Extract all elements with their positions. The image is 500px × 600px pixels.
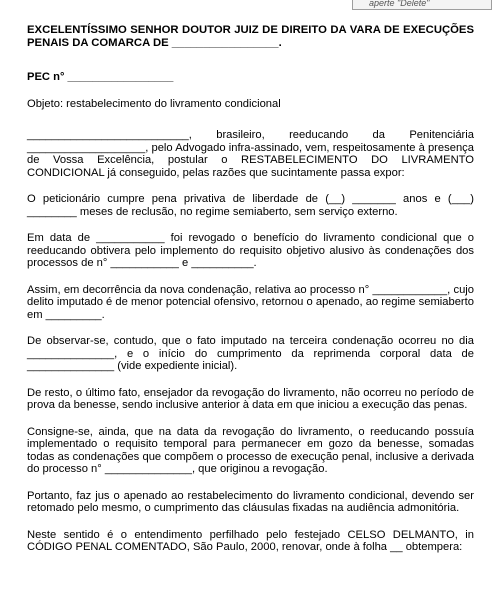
- document-title: EXCELENTÍSSIMO SENHOR DOUTOR JUIZ DE DIREITO DA VARA DE EXECUÇÕES PENAIS DA COMARCA DE _________________.: [27, 24, 474, 49]
- paragraph-observation: De observar-se, contudo, que o fato imputado na terceira condenação ocorreu no dia ______________, e o início do cumprimento da reprimenda corporal data de ______________ (vide expediente inicial).: [27, 335, 474, 372]
- paragraph-intro: __________________________, brasileiro, reeducando da Penitenciária ___________________, pelo Advogado infra-assinado, vem, respeitosamente à presença de Vossa Excelência, postular o RESTABELECIMENTO DO LIVRAMENTO CONDICIONAL já conseguido, pelas razões que sucintamente passa expor:: [27, 129, 474, 179]
- object-line: Objeto: restabelecimento do livramento condicional: [27, 97, 281, 110]
- petition-document: [27, 24, 474, 554]
- pec-number-line: PEC n° _________________: [27, 71, 174, 83]
- paragraph-consignment: Consigne-se, ainda, que na data da revogação do livramento, o reeducando possuía implementado o requisito temporal para permanecer em gozo da benesse, somadas todas as condenações que compõem o processo de execução penal, inclusive a derivada do processo n° ______________, que originou a revogação.: [27, 425, 474, 475]
- paragraph-new-conviction: Assim, em decorrência da nova condenação, relativa ao processo n° ____________, cujo delito imputado é de menor potencial ofensivo, retornou o apenado, ao regime semiaberto em _________.: [27, 283, 474, 321]
- paragraph-remainder: De resto, o último fato, ensejador da revogação do livramento, não ocorreu no período de prova da benesse, sendo inclusive anterior à data em que iniciou a execução das penas.: [27, 386, 474, 411]
- paragraph-citation: Neste sentido é o entendimento perfilhado pelo festejado CELSO DELMANTO, in CÓDIGO PENAL COMENTADO, São Paulo, 2000, renovar, onde à folha __ obtempera:: [27, 528, 474, 553]
- paragraph-revocation: Em data de ___________ foi revogado o benefício do livramento condicional que o reeducando obtivera pelo implemento do requisito objetivo alusivo às condenações dos processos de n° ___________ e __________.: [27, 232, 474, 269]
- delete-hint-tooltip: aperte "Delete": [352, 0, 492, 10]
- paragraph-sentence: O peticionário cumpre pena privativa de liberdade de (__) _______ anos e (___) ________ meses de reclusão, no regime semiaberto, sem serviço externo.: [27, 193, 474, 218]
- paragraph-conclusion: Portanto, faz jus o apenado ao restabelecimento do livramento condicional, devendo ser retomado pelo mesmo, o cumprimento das cláusulas fixadas na audiência admonitória.: [27, 489, 474, 514]
